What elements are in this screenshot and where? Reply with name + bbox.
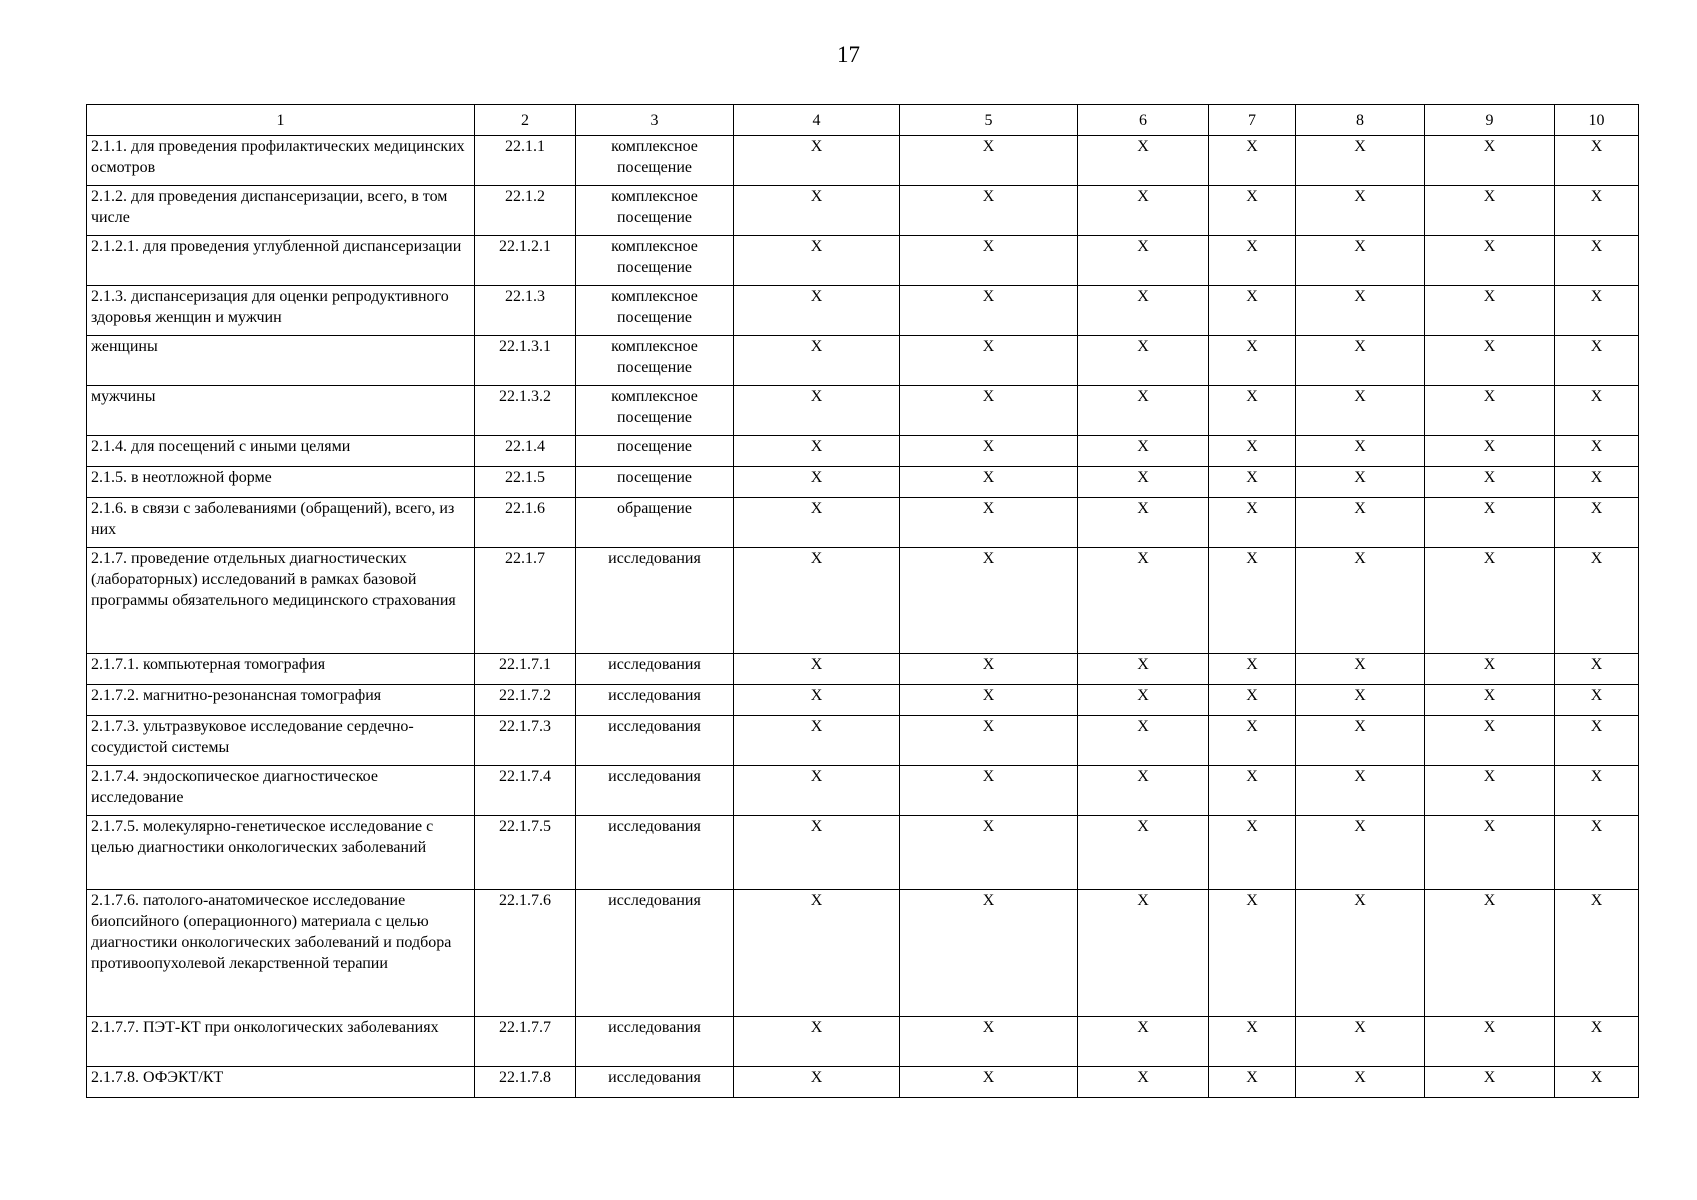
row-value-cell: X bbox=[1209, 186, 1296, 236]
row-name-cell: 2.1.5. в неотложной форме bbox=[87, 467, 475, 498]
row-value-cell: X bbox=[1296, 548, 1425, 654]
column-header: 1 bbox=[87, 105, 475, 136]
row-value-cell: X bbox=[1296, 186, 1425, 236]
row-value-cell: X bbox=[1078, 548, 1209, 654]
row-name-cell: 2.1.7. проведение отдельных диагностических (лабораторных) исследований в рамках базовой программы обязательного медицинского страхования bbox=[87, 548, 475, 654]
row-value-cell: X bbox=[1555, 1017, 1639, 1067]
row-value-cell: X bbox=[900, 136, 1078, 186]
row-value-cell: X bbox=[734, 236, 900, 286]
row-value-cell: X bbox=[734, 548, 900, 654]
row-value-cell: X bbox=[734, 467, 900, 498]
row-name-cell: 2.1.7.2. магнитно-резонансная томография bbox=[87, 685, 475, 716]
row-code-cell: 22.1.7.7 bbox=[475, 1017, 576, 1067]
row-value-cell: X bbox=[734, 136, 900, 186]
row-unit-cell: исследования bbox=[576, 654, 734, 685]
row-value-cell: X bbox=[1555, 186, 1639, 236]
row-value-cell: X bbox=[1425, 1067, 1555, 1098]
row-value-cell: X bbox=[1555, 654, 1639, 685]
table-row bbox=[87, 1067, 1639, 1098]
table-body bbox=[87, 136, 1639, 1098]
row-value-cell: X bbox=[1296, 436, 1425, 467]
row-code-cell: 22.1.7.6 bbox=[475, 890, 576, 1017]
row-unit-cell: посещение bbox=[576, 436, 734, 467]
row-value-cell: X bbox=[1555, 498, 1639, 548]
table-row bbox=[87, 336, 1639, 386]
row-value-cell: X bbox=[1209, 1067, 1296, 1098]
row-value-cell: X bbox=[1209, 716, 1296, 766]
row-value-cell: X bbox=[1555, 1067, 1639, 1098]
row-value-cell: X bbox=[1555, 336, 1639, 386]
table-row bbox=[87, 890, 1639, 1017]
row-unit-cell: исследования bbox=[576, 816, 734, 890]
row-value-cell: X bbox=[734, 816, 900, 890]
column-header: 7 bbox=[1209, 105, 1296, 136]
row-value-cell: X bbox=[1078, 685, 1209, 716]
row-value-cell: X bbox=[1078, 890, 1209, 1017]
row-unit-cell: исследования bbox=[576, 1067, 734, 1098]
row-value-cell: X bbox=[1078, 286, 1209, 336]
row-value-cell: X bbox=[1425, 816, 1555, 890]
row-name-cell: мужчины bbox=[87, 386, 475, 436]
row-code-cell: 22.1.7.4 bbox=[475, 766, 576, 816]
row-name-cell: 2.1.1. для проведения профилактических медицинских осмотров bbox=[87, 136, 475, 186]
row-value-cell: X bbox=[1296, 498, 1425, 548]
row-value-cell: X bbox=[1296, 1067, 1425, 1098]
column-header: 8 bbox=[1296, 105, 1425, 136]
row-unit-cell: исследования bbox=[576, 766, 734, 816]
row-value-cell: X bbox=[1425, 498, 1555, 548]
table-row bbox=[87, 386, 1639, 436]
column-header: 6 bbox=[1078, 105, 1209, 136]
row-name-cell: 2.1.7.5. молекулярно-генетическое исследование с целью диагностики онкологических заболеваний bbox=[87, 816, 475, 890]
row-value-cell: X bbox=[734, 890, 900, 1017]
row-value-cell: X bbox=[1296, 685, 1425, 716]
row-value-cell: X bbox=[734, 766, 900, 816]
row-value-cell: X bbox=[1209, 816, 1296, 890]
row-value-cell: X bbox=[1425, 136, 1555, 186]
row-value-cell: X bbox=[1209, 436, 1296, 467]
row-value-cell: X bbox=[734, 436, 900, 467]
column-header: 4 bbox=[734, 105, 900, 136]
row-name-cell: 2.1.6. в связи с заболеваниями (обращений), всего, из них bbox=[87, 498, 475, 548]
row-name-cell: 2.1.7.1. компьютерная томография bbox=[87, 654, 475, 685]
row-value-cell: X bbox=[1078, 236, 1209, 286]
column-header: 10 bbox=[1555, 105, 1639, 136]
row-name-cell: 2.1.7.6. патолого-анатомическое исследование биопсийного (операционного) материала с целью диагностики онкологических заболеваний и подбора противоопухолевой лекарственной терапии bbox=[87, 890, 475, 1017]
row-value-cell: X bbox=[1425, 436, 1555, 467]
row-value-cell: X bbox=[1078, 436, 1209, 467]
row-value-cell: X bbox=[900, 890, 1078, 1017]
row-value-cell: X bbox=[900, 548, 1078, 654]
row-code-cell: 22.1.7 bbox=[475, 548, 576, 654]
row-value-cell: X bbox=[1425, 716, 1555, 766]
row-value-cell: X bbox=[1209, 498, 1296, 548]
row-code-cell: 22.1.3.2 bbox=[475, 386, 576, 436]
row-value-cell: X bbox=[1296, 716, 1425, 766]
row-value-cell: X bbox=[734, 1017, 900, 1067]
row-value-cell: X bbox=[1555, 716, 1639, 766]
column-header: 3 bbox=[576, 105, 734, 136]
row-unit-cell: комплексное посещение bbox=[576, 136, 734, 186]
column-header: 2 bbox=[475, 105, 576, 136]
row-value-cell: X bbox=[1296, 890, 1425, 1017]
table-row bbox=[87, 1017, 1639, 1067]
row-value-cell: X bbox=[1555, 286, 1639, 336]
row-value-cell: X bbox=[1078, 1017, 1209, 1067]
row-unit-cell: исследования bbox=[576, 716, 734, 766]
row-code-cell: 22.1.2.1 bbox=[475, 236, 576, 286]
row-value-cell: X bbox=[900, 186, 1078, 236]
row-value-cell: X bbox=[734, 186, 900, 236]
row-value-cell: X bbox=[1425, 286, 1555, 336]
row-value-cell: X bbox=[900, 654, 1078, 685]
row-value-cell: X bbox=[1425, 1017, 1555, 1067]
row-value-cell: X bbox=[1209, 136, 1296, 186]
row-value-cell: X bbox=[1209, 467, 1296, 498]
row-unit-cell: комплексное посещение bbox=[576, 336, 734, 386]
row-value-cell: X bbox=[900, 685, 1078, 716]
row-value-cell: X bbox=[1209, 386, 1296, 436]
table-row bbox=[87, 186, 1639, 236]
row-value-cell: X bbox=[1296, 766, 1425, 816]
row-code-cell: 22.1.1 bbox=[475, 136, 576, 186]
row-value-cell: X bbox=[1078, 498, 1209, 548]
row-value-cell: X bbox=[1555, 816, 1639, 890]
row-value-cell: X bbox=[1296, 654, 1425, 685]
row-value-cell: X bbox=[1209, 654, 1296, 685]
row-unit-cell: посещение bbox=[576, 467, 734, 498]
row-value-cell: X bbox=[1078, 467, 1209, 498]
row-value-cell: X bbox=[900, 766, 1078, 816]
row-value-cell: X bbox=[1078, 816, 1209, 890]
row-value-cell: X bbox=[900, 467, 1078, 498]
table-row bbox=[87, 286, 1639, 336]
table-row bbox=[87, 716, 1639, 766]
row-value-cell: X bbox=[1555, 467, 1639, 498]
table-row bbox=[87, 766, 1639, 816]
row-unit-cell: исследования bbox=[576, 548, 734, 654]
page-number: 17 bbox=[837, 42, 860, 67]
table-row bbox=[87, 548, 1639, 654]
row-code-cell: 22.1.7.5 bbox=[475, 816, 576, 890]
row-value-cell: X bbox=[1209, 336, 1296, 386]
row-code-cell: 22.1.7.1 bbox=[475, 654, 576, 685]
row-value-cell: X bbox=[1425, 186, 1555, 236]
row-code-cell: 22.1.7.2 bbox=[475, 685, 576, 716]
row-value-cell: X bbox=[1296, 386, 1425, 436]
row-unit-cell: комплексное посещение bbox=[576, 286, 734, 336]
row-value-cell: X bbox=[1296, 816, 1425, 890]
row-unit-cell: комплексное посещение bbox=[576, 236, 734, 286]
row-name-cell: 2.1.7.4. эндоскопическое диагностическое исследование bbox=[87, 766, 475, 816]
row-code-cell: 22.1.2 bbox=[475, 186, 576, 236]
row-unit-cell: комплексное посещение bbox=[576, 386, 734, 436]
table-row bbox=[87, 654, 1639, 685]
row-value-cell: X bbox=[900, 286, 1078, 336]
row-value-cell: X bbox=[1209, 766, 1296, 816]
row-value-cell: X bbox=[1078, 386, 1209, 436]
data-table bbox=[86, 104, 1639, 1098]
column-header: 9 bbox=[1425, 105, 1555, 136]
row-code-cell: 22.1.3.1 bbox=[475, 336, 576, 386]
row-code-cell: 22.1.3 bbox=[475, 286, 576, 336]
row-value-cell: X bbox=[1078, 136, 1209, 186]
row-value-cell: X bbox=[1425, 548, 1555, 654]
table-row bbox=[87, 816, 1639, 890]
row-value-cell: X bbox=[1425, 766, 1555, 816]
row-unit-cell: исследования bbox=[576, 1017, 734, 1067]
row-value-cell: X bbox=[1209, 890, 1296, 1017]
row-value-cell: X bbox=[734, 685, 900, 716]
row-value-cell: X bbox=[1078, 716, 1209, 766]
row-value-cell: X bbox=[734, 716, 900, 766]
row-value-cell: X bbox=[1296, 467, 1425, 498]
row-name-cell: 2.1.2. для проведения диспансеризации, всего, в том числе bbox=[87, 186, 475, 236]
row-value-cell: X bbox=[900, 816, 1078, 890]
row-value-cell: X bbox=[1555, 136, 1639, 186]
table-row bbox=[87, 236, 1639, 286]
row-value-cell: X bbox=[900, 436, 1078, 467]
row-value-cell: X bbox=[1296, 236, 1425, 286]
row-value-cell: X bbox=[1555, 236, 1639, 286]
row-value-cell: X bbox=[1425, 336, 1555, 386]
row-value-cell: X bbox=[900, 716, 1078, 766]
row-value-cell: X bbox=[1209, 1017, 1296, 1067]
row-code-cell: 22.1.4 bbox=[475, 436, 576, 467]
row-value-cell: X bbox=[1425, 386, 1555, 436]
row-code-cell: 22.1.6 bbox=[475, 498, 576, 548]
row-value-cell: X bbox=[734, 654, 900, 685]
row-code-cell: 22.1.5 bbox=[475, 467, 576, 498]
row-value-cell: X bbox=[1296, 336, 1425, 386]
table-row bbox=[87, 685, 1639, 716]
row-unit-cell: обращение bbox=[576, 498, 734, 548]
row-value-cell: X bbox=[1078, 654, 1209, 685]
row-value-cell: X bbox=[1555, 766, 1639, 816]
row-value-cell: X bbox=[1209, 286, 1296, 336]
row-value-cell: X bbox=[1555, 548, 1639, 654]
row-unit-cell: исследования bbox=[576, 685, 734, 716]
row-value-cell: X bbox=[1078, 336, 1209, 386]
row-value-cell: X bbox=[1555, 386, 1639, 436]
table-header-row bbox=[87, 105, 1639, 136]
table-row bbox=[87, 467, 1639, 498]
row-name-cell: 2.1.3. диспансеризация для оценки репродуктивного здоровья женщин и мужчин bbox=[87, 286, 475, 336]
row-value-cell: X bbox=[1555, 685, 1639, 716]
row-value-cell: X bbox=[900, 236, 1078, 286]
row-value-cell: X bbox=[734, 1067, 900, 1098]
row-name-cell: женщины bbox=[87, 336, 475, 386]
row-value-cell: X bbox=[1425, 685, 1555, 716]
column-header: 5 bbox=[900, 105, 1078, 136]
row-value-cell: X bbox=[734, 386, 900, 436]
row-value-cell: X bbox=[1209, 548, 1296, 654]
row-unit-cell: исследования bbox=[576, 890, 734, 1017]
row-name-cell: 2.1.7.3. ультразвуковое исследование сердечно-сосудистой системы bbox=[87, 716, 475, 766]
row-value-cell: X bbox=[1296, 1017, 1425, 1067]
row-unit-cell: комплексное посещение bbox=[576, 186, 734, 236]
row-value-cell: X bbox=[1209, 685, 1296, 716]
row-name-cell: 2.1.2.1. для проведения углубленной диспансеризации bbox=[87, 236, 475, 286]
row-value-cell: X bbox=[1425, 654, 1555, 685]
row-value-cell: X bbox=[1555, 890, 1639, 1017]
table-row bbox=[87, 136, 1639, 186]
row-value-cell: X bbox=[734, 336, 900, 386]
row-code-cell: 22.1.7.3 bbox=[475, 716, 576, 766]
row-value-cell: X bbox=[1078, 1067, 1209, 1098]
table-row bbox=[87, 436, 1639, 467]
row-code-cell: 22.1.7.8 bbox=[475, 1067, 576, 1098]
row-value-cell: X bbox=[1425, 236, 1555, 286]
row-name-cell: 2.1.7.7. ПЭТ-КТ при онкологических заболеваниях bbox=[87, 1017, 475, 1067]
row-value-cell: X bbox=[1209, 236, 1296, 286]
row-value-cell: X bbox=[734, 498, 900, 548]
row-value-cell: X bbox=[900, 1067, 1078, 1098]
row-value-cell: X bbox=[1296, 136, 1425, 186]
row-name-cell: 2.1.4. для посещений с иными целями bbox=[87, 436, 475, 467]
row-value-cell: X bbox=[900, 1017, 1078, 1067]
table-row bbox=[87, 498, 1639, 548]
row-value-cell: X bbox=[1425, 467, 1555, 498]
row-value-cell: X bbox=[1296, 286, 1425, 336]
row-value-cell: X bbox=[1555, 436, 1639, 467]
row-value-cell: X bbox=[1425, 890, 1555, 1017]
row-value-cell: X bbox=[900, 386, 1078, 436]
row-value-cell: X bbox=[1078, 186, 1209, 236]
row-value-cell: X bbox=[1078, 766, 1209, 816]
row-value-cell: X bbox=[900, 336, 1078, 386]
row-value-cell: X bbox=[734, 286, 900, 336]
row-name-cell: 2.1.7.8. ОФЭКТ/КТ bbox=[87, 1067, 475, 1098]
row-value-cell: X bbox=[900, 498, 1078, 548]
